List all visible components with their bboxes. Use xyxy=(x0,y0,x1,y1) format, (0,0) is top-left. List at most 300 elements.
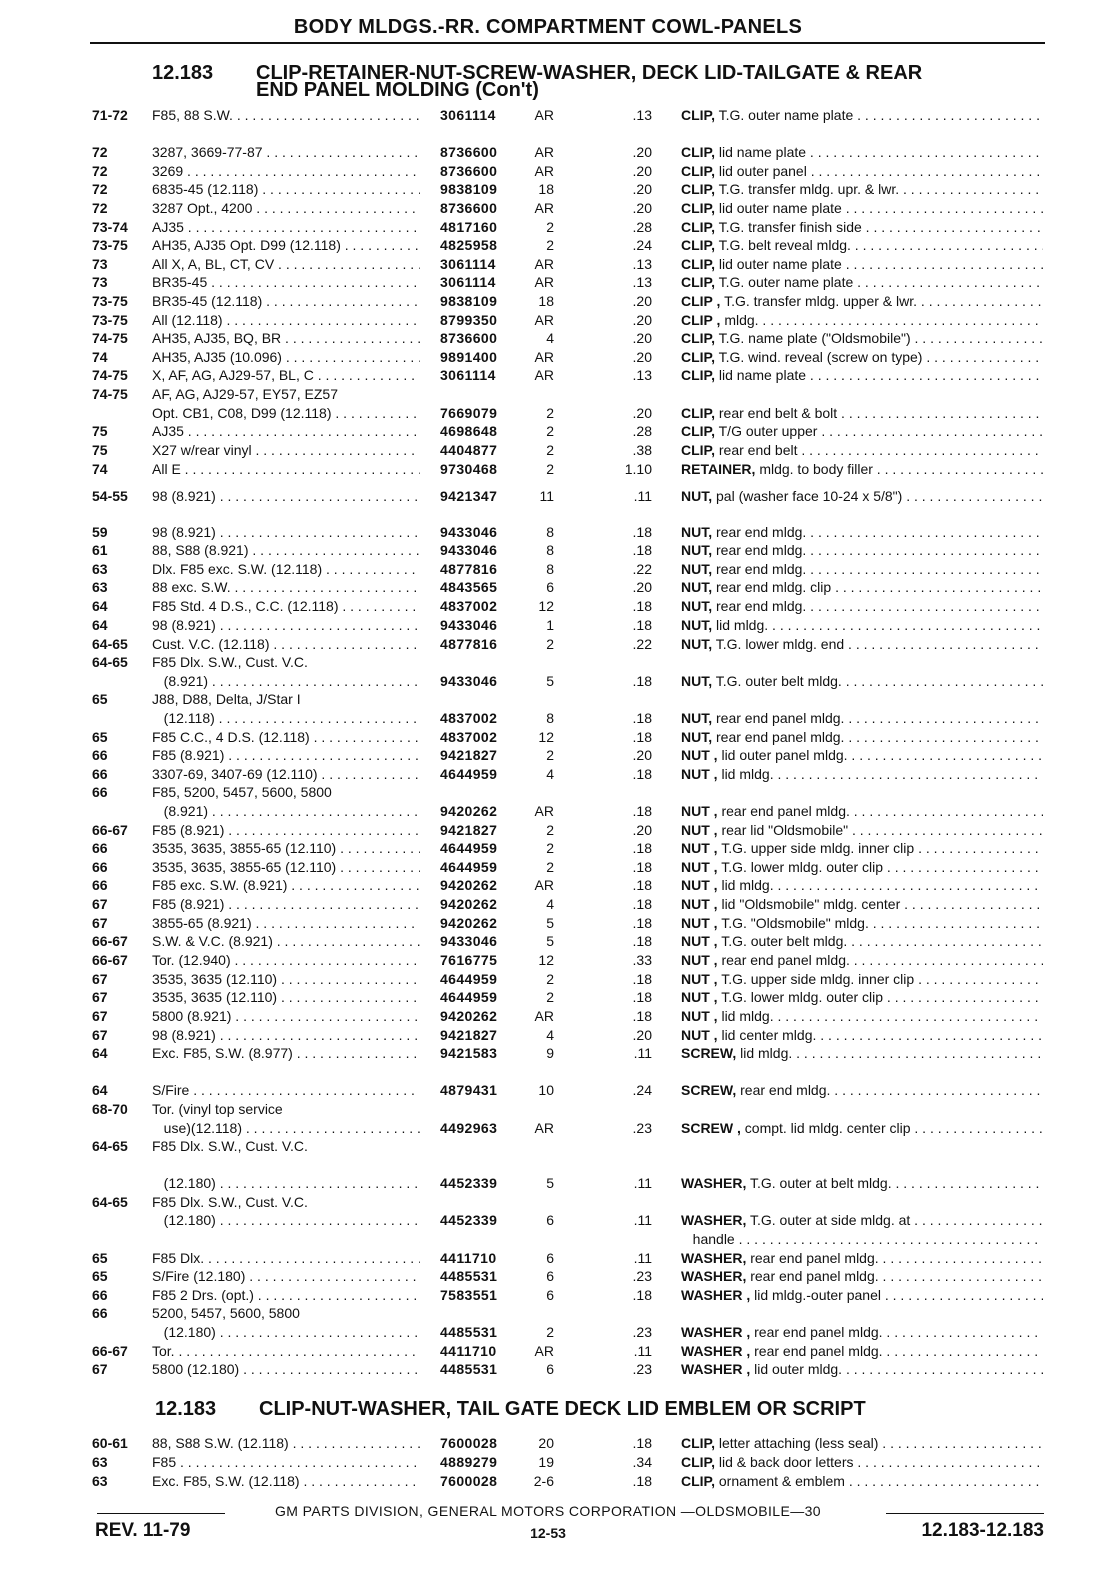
row-part-number: 8736600 xyxy=(440,330,498,346)
row-price: .20 xyxy=(632,181,652,197)
row-part-number: 4644959 xyxy=(440,840,498,856)
leader-dots xyxy=(215,710,420,726)
row-application-text: F85 (8.921) xyxy=(152,896,225,912)
row-part-number: 4817160 xyxy=(440,219,498,235)
row-part-number: 9421827 xyxy=(440,747,498,763)
leader-dots xyxy=(917,293,1043,309)
table-row xyxy=(0,1472,1096,1490)
leader-dots xyxy=(216,488,420,504)
row-key-years: 67 xyxy=(92,971,108,987)
row-application-text: F85 Dlx. xyxy=(152,1250,205,1266)
table-row xyxy=(0,970,1096,988)
leader-dots xyxy=(774,877,1043,893)
row-price: .38 xyxy=(632,442,652,458)
row-quantity: 2 xyxy=(546,822,554,838)
leader-dots xyxy=(807,163,1043,179)
row-price: .23 xyxy=(632,1120,652,1136)
row-item-name: RETAINER, xyxy=(681,461,756,477)
row-application xyxy=(152,653,420,671)
row-application-text: Exc. F85, S.W. (8.977) xyxy=(152,1045,293,1061)
row-description-text: lid outer panel mldg. xyxy=(721,747,848,763)
leader-dots xyxy=(336,859,420,875)
row-application-text: AJ35 xyxy=(152,219,184,235)
row-quantity: 4 xyxy=(546,1027,554,1043)
row-application xyxy=(152,236,420,254)
row-quantity: 2 xyxy=(546,747,554,763)
table-row xyxy=(0,1211,1096,1229)
leader-dots xyxy=(806,542,1043,558)
row-key-years: 75 xyxy=(92,442,108,458)
row-part-number: 4411710 xyxy=(440,1250,497,1266)
row-description xyxy=(681,988,1043,1006)
row-part-number: 4889279 xyxy=(440,1454,498,1470)
table-row xyxy=(0,988,1096,1006)
row-part-number: 4837002 xyxy=(440,710,498,726)
row-application xyxy=(152,523,420,541)
leader-dots xyxy=(204,1250,420,1266)
row-application xyxy=(152,1453,420,1471)
row-application xyxy=(152,180,420,198)
leader-dots xyxy=(842,1361,1043,1377)
row-description xyxy=(681,1249,1043,1267)
table-row xyxy=(0,162,1096,180)
row-application xyxy=(152,1100,420,1118)
table-row xyxy=(0,541,1096,559)
table-row xyxy=(0,876,1096,894)
row-part-number: 4492963 xyxy=(440,1120,498,1136)
row-application-text: 88, S88 S.W. (12.118) xyxy=(152,1435,289,1451)
row-price: .18 xyxy=(632,915,652,931)
leader-dots xyxy=(282,349,420,365)
row-key-years: 65 xyxy=(92,729,108,745)
row-application xyxy=(152,578,420,596)
row-application-text: 3535, 3635 (12.110) xyxy=(152,971,278,987)
row-part-number: 8736600 xyxy=(440,163,498,179)
row-application xyxy=(152,635,420,653)
row-application-text: All X, A, BL, CT, CV xyxy=(152,256,275,272)
row-description xyxy=(681,635,1043,653)
row-price: .23 xyxy=(632,1361,652,1377)
row-key-years: 63 xyxy=(92,579,108,595)
row-key-years: 74 xyxy=(92,349,108,365)
row-quantity: 6 xyxy=(546,1212,554,1228)
row-key-years: 74-75 xyxy=(92,386,128,402)
table-row xyxy=(0,690,1096,708)
row-description-text: T.G. outer name plate xyxy=(718,274,854,290)
row-quantity: 4 xyxy=(546,330,554,346)
leader-dots xyxy=(322,561,420,577)
table-row xyxy=(0,672,1096,690)
row-item-name: WASHER , xyxy=(681,1324,751,1340)
row-application xyxy=(152,876,420,894)
row-description xyxy=(681,162,1043,180)
row-key-years: 71-72 xyxy=(92,107,128,123)
row-application xyxy=(152,765,420,783)
row-part-number: 4879431 xyxy=(440,1082,498,1098)
row-item-name: NUT , xyxy=(681,747,718,763)
row-quantity: 2 xyxy=(546,1324,554,1340)
table-row xyxy=(0,895,1096,913)
table-row xyxy=(0,635,1096,653)
row-application xyxy=(152,839,420,857)
page-header-title: BODY MLDGS.-RR. COMPARTMENT COWL-PANELS xyxy=(293,16,803,38)
row-application xyxy=(152,1267,420,1285)
row-item-name: CLIP, xyxy=(681,1454,715,1470)
row-quantity: AR xyxy=(534,163,554,179)
row-description-text: rear end mldg. clip xyxy=(716,579,832,595)
row-item-name: NUT, xyxy=(681,617,713,633)
row-description-text: T.G. wind. reveal (screw on type) xyxy=(718,349,923,365)
row-key-years: 64-65 xyxy=(92,654,128,670)
row-application-text: BR35-45 xyxy=(152,274,208,290)
leader-dots xyxy=(252,442,420,458)
section1-title-line2: END PANEL MOLDING (Con't) xyxy=(256,79,539,101)
row-application-text: S.W. & V.C. (8.921) xyxy=(152,933,273,949)
row-application-text: 3535, 3635 (12.110) xyxy=(152,989,278,1005)
leader-dots xyxy=(233,107,420,123)
row-application-text: Opt. CB1, C08, D99 (12.118) . xyxy=(152,405,340,421)
row-quantity: 5 xyxy=(546,933,554,949)
row-description xyxy=(681,487,1043,505)
row-description xyxy=(681,560,1043,578)
leader-dots xyxy=(176,1454,420,1470)
row-application xyxy=(152,1007,420,1025)
row-price: .18 xyxy=(632,840,652,856)
row-application-text: Exc. F85, S.W. (12.118) xyxy=(152,1473,300,1489)
row-description xyxy=(681,236,1043,254)
row-key-years: 64-65 xyxy=(92,1138,128,1154)
row-description xyxy=(681,523,1043,541)
header-rule xyxy=(90,42,1045,44)
row-application xyxy=(152,821,420,839)
table-row xyxy=(0,914,1096,932)
row-item-name: NUT , xyxy=(681,877,718,893)
row-application xyxy=(152,366,420,384)
leader-dots xyxy=(318,766,420,782)
row-part-number: 4485531 xyxy=(440,1324,498,1340)
row-description xyxy=(681,1434,1043,1452)
row-part-number: 4825958 xyxy=(440,237,498,253)
row-description xyxy=(681,106,1043,124)
row-quantity: 2 xyxy=(546,442,554,458)
row-item-name: NUT, xyxy=(681,673,713,689)
row-part-number: 4698648 xyxy=(440,423,498,439)
table-row xyxy=(0,1453,1096,1471)
row-item-name: NUT , xyxy=(681,1008,718,1024)
row-part-number: 7669079 xyxy=(440,405,498,421)
row-price: .20 xyxy=(632,405,652,421)
row-quantity: 2 xyxy=(546,859,554,875)
row-item-name: NUT , xyxy=(681,952,718,968)
leader-dots xyxy=(873,461,1043,477)
row-item-name: NUT, xyxy=(681,488,713,504)
row-application xyxy=(152,1342,420,1360)
leader-dots xyxy=(341,237,420,253)
row-quantity: AR xyxy=(534,1008,554,1024)
row-application xyxy=(152,1026,420,1044)
table-row xyxy=(0,460,1096,478)
row-quantity: AR xyxy=(534,349,554,365)
row-quantity: 1 xyxy=(546,617,554,633)
row-application xyxy=(152,162,420,180)
row-price: .20 xyxy=(632,747,652,763)
leader-dots xyxy=(239,1361,420,1377)
table-row xyxy=(0,802,1096,820)
row-part-number: 9420262 xyxy=(440,915,498,931)
row-description xyxy=(681,311,1043,329)
row-price: .11 xyxy=(633,1045,652,1061)
row-application-text: 98 (8.921) xyxy=(152,524,216,540)
row-part-number: 9420262 xyxy=(440,877,498,893)
row-item-name: NUT, xyxy=(681,561,713,577)
row-application xyxy=(152,255,420,273)
row-description xyxy=(681,199,1043,217)
leader-dots xyxy=(816,1027,1043,1043)
table-row xyxy=(0,728,1096,746)
footer-section-range: 12.183-12.183 xyxy=(921,1520,1044,1541)
row-item-name: CLIP, xyxy=(681,219,715,235)
row-item-name: NUT , xyxy=(681,1027,718,1043)
row-description-text: T/G outer upper xyxy=(718,423,818,439)
row-part-number: 9420262 xyxy=(440,803,498,819)
row-item-name: CLIP, xyxy=(681,423,715,439)
row-description xyxy=(681,858,1043,876)
row-application-text: F85 exc. S.W. (8.921) xyxy=(152,877,288,893)
row-description xyxy=(681,1230,1043,1248)
row-description-text: rear end panel mldg. xyxy=(721,952,850,968)
row-application xyxy=(152,802,420,820)
row-description xyxy=(681,1360,1043,1378)
row-price: .23 xyxy=(632,1268,652,1284)
leader-dots xyxy=(216,1027,420,1043)
table-row xyxy=(0,1100,1096,1118)
leader-dots xyxy=(258,181,420,197)
row-quantity: 2 xyxy=(546,219,554,235)
leader-dots xyxy=(878,1435,1043,1451)
row-application-text: 3287 Opt., 4200 xyxy=(152,200,253,216)
row-application xyxy=(152,218,420,236)
leader-dots xyxy=(231,1008,420,1024)
row-application xyxy=(152,404,420,422)
row-key-years: 66-67 xyxy=(92,1343,128,1359)
row-application xyxy=(152,460,420,478)
row-part-number: 4877816 xyxy=(440,561,498,577)
leader-dots xyxy=(346,598,420,614)
leader-dots xyxy=(336,840,420,856)
row-item-name: NUT , xyxy=(681,989,718,1005)
row-part-number: 4877816 xyxy=(440,636,498,652)
row-application-text: (8.921) xyxy=(152,803,209,819)
row-item-name: CLIP, xyxy=(681,256,715,272)
row-description xyxy=(681,1007,1043,1025)
row-key-years: 61 xyxy=(92,542,108,558)
row-application xyxy=(152,1193,420,1211)
leader-dots xyxy=(881,1287,1043,1303)
row-description xyxy=(681,672,1043,690)
row-description-text: lid outer name plate xyxy=(718,200,842,216)
row-description-text: pal (washer face 10-24 x 5/8") xyxy=(716,488,903,504)
leader-dots xyxy=(289,1435,420,1451)
row-key-years: 68-70 xyxy=(92,1101,128,1117)
leader-dots xyxy=(224,896,420,912)
row-description-text: mldg. to body filler xyxy=(759,461,873,477)
row-part-number: 9433046 xyxy=(440,673,498,689)
row-key-years: 67 xyxy=(92,896,108,912)
leader-dots xyxy=(879,1250,1043,1266)
leader-dots xyxy=(806,598,1043,614)
row-description-text: letter attaching (less seal) xyxy=(718,1435,879,1451)
row-key-years: 66 xyxy=(92,766,108,782)
row-price: .11 xyxy=(633,1212,652,1228)
table-row xyxy=(0,441,1096,459)
row-quantity: 12 xyxy=(538,729,554,745)
row-description xyxy=(681,1211,1043,1229)
row-description xyxy=(681,821,1043,839)
row-part-number: 4644959 xyxy=(440,989,498,1005)
row-application xyxy=(152,709,420,727)
row-description xyxy=(681,218,1043,236)
row-description-text: T.G. upper side mldg. inner clip xyxy=(721,971,915,987)
row-description xyxy=(681,143,1043,161)
row-price: .11 xyxy=(633,1175,652,1191)
row-description-text: lid mldg. xyxy=(721,1008,774,1024)
row-key-years: 54-55 xyxy=(92,488,128,504)
leader-dots xyxy=(184,423,420,439)
row-application-text: (12.118) xyxy=(152,710,215,726)
row-description-text: rear end panel mldg. xyxy=(716,710,845,726)
row-application xyxy=(152,1211,420,1229)
row-item-name: NUT , xyxy=(681,933,718,949)
row-application xyxy=(152,199,420,217)
row-description xyxy=(681,273,1043,291)
row-price: .24 xyxy=(632,237,652,253)
leader-dots xyxy=(854,1454,1044,1470)
row-quantity: 5 xyxy=(546,673,554,689)
leader-dots xyxy=(287,877,420,893)
row-description-text: T.G. lower mldg. outer clip xyxy=(721,859,884,875)
leader-dots xyxy=(900,896,1043,912)
row-key-years: 73-75 xyxy=(92,312,128,328)
row-application-text: Dlx. F85 exc. S.W. (12.118) xyxy=(152,561,323,577)
row-part-number: 7616775 xyxy=(440,952,498,968)
row-key-years: 66 xyxy=(92,877,108,893)
row-application xyxy=(152,311,420,329)
table-row xyxy=(0,1026,1096,1044)
row-application-text: BR35-45 (12.118) xyxy=(152,293,263,309)
row-description xyxy=(681,255,1043,273)
row-item-name: WASHER , xyxy=(681,1361,751,1377)
row-price: .11 xyxy=(633,1343,652,1359)
leader-dots xyxy=(842,256,1043,272)
row-price: .20 xyxy=(632,200,652,216)
row-part-number: 4404877 xyxy=(440,442,498,458)
table-row xyxy=(0,366,1096,384)
leader-dots xyxy=(914,971,1043,987)
leader-dots xyxy=(223,312,420,328)
row-price: .18 xyxy=(632,673,652,689)
row-quantity: 4 xyxy=(546,766,554,782)
footer-page-number: 12-53 xyxy=(530,1525,566,1541)
row-key-years: 63 xyxy=(92,1473,108,1489)
table-row xyxy=(0,1081,1096,1099)
row-item-name: CLIP, xyxy=(681,274,715,290)
leader-dots xyxy=(848,822,1043,838)
leader-dots xyxy=(911,330,1043,346)
table-row xyxy=(0,348,1096,366)
row-application-text: S/Fire (12.180) xyxy=(152,1268,246,1284)
table-row xyxy=(0,1434,1096,1452)
row-item-name: SCREW, xyxy=(681,1045,737,1061)
leader-dots xyxy=(300,1473,420,1489)
table-row xyxy=(0,1360,1096,1378)
table-row xyxy=(0,404,1096,422)
row-description-text: T.G. name plate ("Oldsmobile") xyxy=(718,330,911,346)
row-price: .18 xyxy=(632,971,652,987)
row-quantity: 20 xyxy=(538,1435,554,1451)
row-description-text: lid mldg.-outer panel xyxy=(754,1287,881,1303)
leader-dots xyxy=(879,1268,1043,1284)
leader-dots xyxy=(806,524,1043,540)
row-price: .28 xyxy=(632,219,652,235)
row-application xyxy=(152,106,420,124)
row-application-text: 5800 (12.180) xyxy=(152,1361,240,1377)
row-quantity: 6 xyxy=(546,1268,554,1284)
leader-dots xyxy=(830,1082,1043,1098)
row-quantity: 18 xyxy=(538,293,554,309)
row-quantity: AR xyxy=(534,107,554,123)
row-application-text: 3535, 3635, 3855-65 (12.110) xyxy=(152,840,337,856)
row-price: .18 xyxy=(632,933,652,949)
table-row xyxy=(0,746,1096,764)
row-quantity: AR xyxy=(534,256,554,272)
leader-dots xyxy=(844,636,1043,652)
table-row xyxy=(0,1193,1096,1211)
row-application-text: F85 (8.921) xyxy=(152,747,225,763)
leader-dots xyxy=(862,219,1043,235)
row-item-name: NUT , xyxy=(681,915,718,931)
leader-dots xyxy=(847,933,1043,949)
row-application xyxy=(152,1249,420,1267)
leader-dots xyxy=(270,636,420,652)
row-description-text: T.G. upper side mldg. inner clip xyxy=(721,840,915,856)
row-description xyxy=(681,180,1043,198)
table-row xyxy=(0,783,1096,801)
row-quantity: AR xyxy=(534,1343,554,1359)
table-row xyxy=(0,616,1096,634)
row-item-name: CLIP, xyxy=(681,144,715,160)
leader-dots xyxy=(792,1045,1043,1061)
row-item-name: NUT, xyxy=(681,636,713,652)
row-quantity: 8 xyxy=(546,561,554,577)
row-application-text: 6835-45 (12.118) xyxy=(152,181,259,197)
leader-dots xyxy=(899,181,1043,197)
row-application xyxy=(152,597,420,615)
row-description-text: lid outer mldg. xyxy=(754,1361,843,1377)
row-application-text: F85 2 Drs. (opt.) xyxy=(152,1287,254,1303)
row-item-name: SCREW, xyxy=(681,1082,737,1098)
section1-title-line1: CLIP-RETAINER-NUT-SCREW-WASHER, DECK LID-TAILGATE & REAR xyxy=(256,62,923,84)
row-part-number: 7583551 xyxy=(440,1287,498,1303)
leader-dots xyxy=(848,747,1043,763)
leader-dots xyxy=(216,617,420,633)
leader-dots xyxy=(735,1231,1043,1247)
row-item-name: CLIP, xyxy=(681,367,715,383)
row-key-years: 67 xyxy=(92,1361,108,1377)
row-description-text: T.G. outer name plate xyxy=(718,107,854,123)
row-key-years: 74-75 xyxy=(92,330,128,346)
row-application xyxy=(152,487,420,505)
row-price: .18 xyxy=(632,989,652,1005)
